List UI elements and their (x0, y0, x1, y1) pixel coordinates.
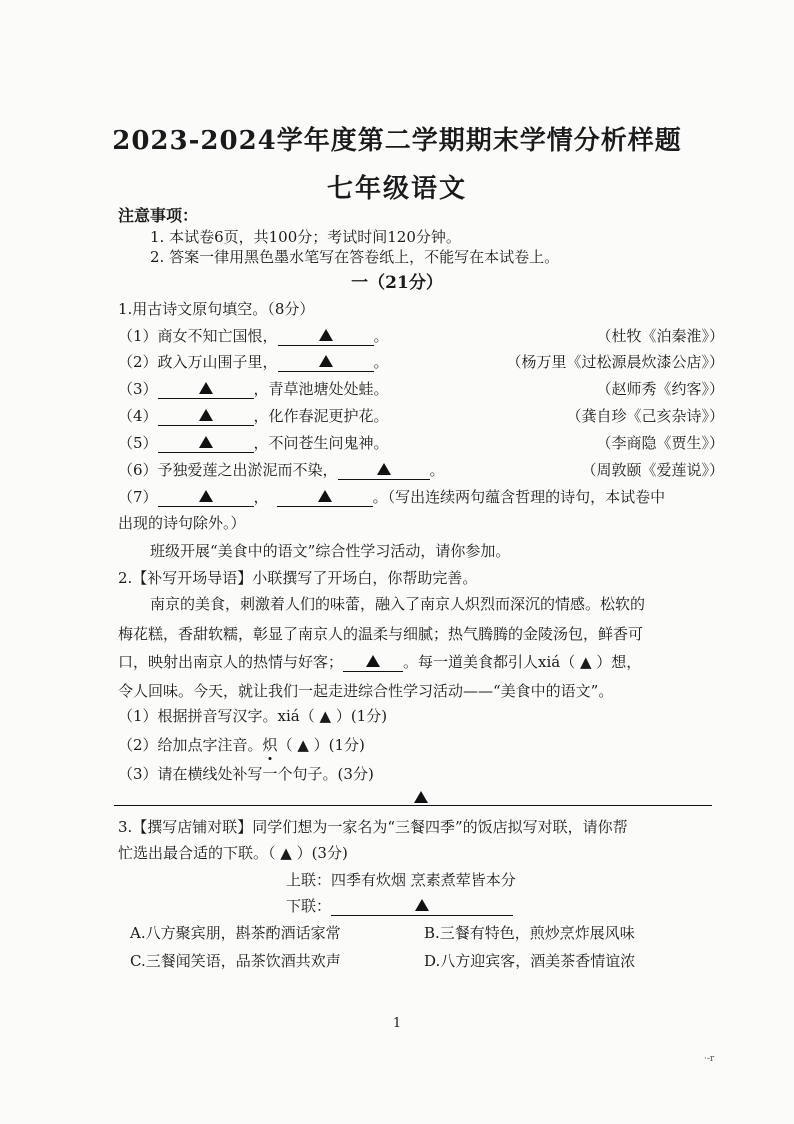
q1-item-text: （7） (118, 488, 158, 506)
answer-blank (158, 488, 254, 507)
option-c: C.三餐闻笑语，品茶饮酒共欢声 (130, 952, 341, 970)
q3-stem: 3.【撰写店铺对联】同学们想为一家名为“三餐四季”的饭店拟写对联，请你帮 (118, 818, 628, 836)
option-a: A.八方聚宾朋，斟茶酌酒话家常 (130, 924, 341, 942)
triangle-icon (366, 655, 380, 667)
option-d: D.八方迎宾客，酒美茶香情谊浓 (424, 952, 636, 970)
q1-item-text: （6）予独爱莲之出淤泥而不染， (118, 461, 338, 479)
answer-blank (158, 434, 254, 453)
q1-item-4 (118, 405, 389, 426)
couplet-upper: 上联：四季有炊烟 烹素煮荤皆本分 (286, 871, 516, 889)
dotted-character: 炽 (262, 736, 278, 754)
triangle-icon (415, 899, 429, 911)
option-b: B.三餐有特色，煎炒烹炸展风味 (424, 924, 635, 942)
exam-title: 2023-2024学年度第二学期期末学情分析样题 (112, 126, 682, 156)
q2-sub-1: （1）根据拼音写汉字。xiá（ ▲ ）(1分) (118, 707, 388, 725)
q1-item-7-continued: 出现的诗句除外。） (118, 514, 246, 532)
q1-item-6 (118, 459, 445, 480)
q1-item-text: （1）商女不知亡国恨， (118, 327, 278, 345)
q2-paragraph-line: 南京的美食，刺激着人们的味蕾，融入了南京人炽烈而深沉的情感。松软的 (150, 595, 646, 613)
answer-blank (343, 653, 403, 672)
page-number: 1 (392, 1016, 402, 1031)
triangle-icon (199, 490, 213, 502)
q1-item-text: 。 (429, 461, 445, 479)
q2-paragraph-line (118, 651, 641, 672)
q2-sub-2 (118, 734, 365, 755)
q2-paragraph-text: 口，映射出南京人的热情与好客； (118, 653, 344, 671)
q3-stem: 忙选出最合适的下联。（ ▲ ）(3分) (118, 844, 348, 862)
q1-item-3 (118, 378, 389, 399)
triangle-icon (414, 791, 428, 803)
q1-item-5 (118, 432, 389, 453)
q1-source: （龚自珍《己亥杂诗》） (566, 407, 724, 425)
q1-item-7 (118, 486, 665, 507)
triangle-icon (319, 355, 333, 367)
q1-item-text: 。 (373, 327, 389, 345)
answer-blank (158, 380, 254, 399)
q1-source: （赵师秀《约客》） (596, 380, 724, 398)
triangle-icon (199, 382, 213, 394)
answer-blank (278, 327, 374, 346)
notice-heading: 注意事项： (118, 206, 199, 225)
section-heading: 一（21分） (351, 273, 443, 293)
answer-blank (158, 407, 254, 426)
q1-item-text: ， (253, 488, 269, 506)
answer-blank (278, 353, 374, 372)
q1-item-text: 。 (373, 353, 389, 371)
q1-item-text: （4） (118, 407, 158, 425)
q1-item-text: ，青草池塘处处蛙。 (253, 380, 389, 398)
q1-source: （李商隐《贾生》） (596, 434, 724, 452)
corner-mark: ·-r (704, 1054, 715, 1064)
q1-source: （杨万里《过松源晨炊漆公店》） (506, 353, 724, 371)
couplet-lower-label: 下联： (286, 897, 332, 915)
q1-stem: 1.用古诗文原句填空。（8分） (118, 300, 315, 318)
triangle-icon (377, 463, 391, 475)
q2-paragraph-line: 令人回味。今天，就让我们一起走进综合性学习活动——“美食中的语文”。 (118, 682, 614, 700)
q1-item-text: 。（写出连续两句蕴含哲理的诗句，本试卷中 (372, 488, 666, 506)
q2-sub-3: （3）请在横线处补写一个句子。(3分) (118, 765, 374, 783)
q2-stem: 2.【补写开场导语】小联撰写了开场白，你帮助完善。 (118, 569, 478, 587)
answer-blank (277, 488, 373, 507)
q1-item-1 (118, 325, 389, 346)
q1-source: （杜牧《泊秦淮》） (596, 327, 724, 345)
answer-blank (331, 897, 513, 916)
answer-blank (338, 461, 430, 480)
notice-item: 1. 本试卷6页，共100分；考试时间120分钟。 (150, 228, 461, 246)
triangle-icon (318, 490, 332, 502)
q1-item-text: （2）政入万山围子里， (118, 353, 278, 371)
couplet-lower (286, 895, 513, 916)
q2-paragraph-line: 梅花糕，香甜软糯，彰显了南京人的温柔与细腻；热气腾腾的金陵汤包，鲜香可 (118, 625, 644, 643)
q2-sub-2-text: （2）给加点字注音。 (118, 736, 263, 754)
q1-item-2 (118, 351, 389, 372)
q1-item-text: （3） (118, 380, 158, 398)
q1-source: （周敦颐《爱莲说》） (581, 461, 724, 479)
activity-intro: 班级开展“美食中的语文”综合性学习活动，请你参加。 (150, 542, 511, 560)
answer-line (114, 805, 712, 806)
notice-item: 2. 答案一律用黑色墨水笔写在答卷纸上，不能写在本试卷上。 (150, 248, 560, 266)
q2-paragraph-text: 。每一道美食都引人xiá（ ▲ ）想， (403, 653, 642, 671)
triangle-icon (319, 329, 333, 341)
q1-item-text: ，不问苍生问鬼神。 (253, 434, 389, 452)
q1-item-text: ，化作春泥更护花。 (253, 407, 389, 425)
exam-subtitle: 七年级语文 (326, 174, 467, 204)
q1-item-text: （5） (118, 434, 158, 452)
triangle-icon (199, 436, 213, 448)
q2-sub-2-text: （ ▲ ）(1分) (277, 736, 365, 754)
triangle-icon (199, 409, 213, 421)
